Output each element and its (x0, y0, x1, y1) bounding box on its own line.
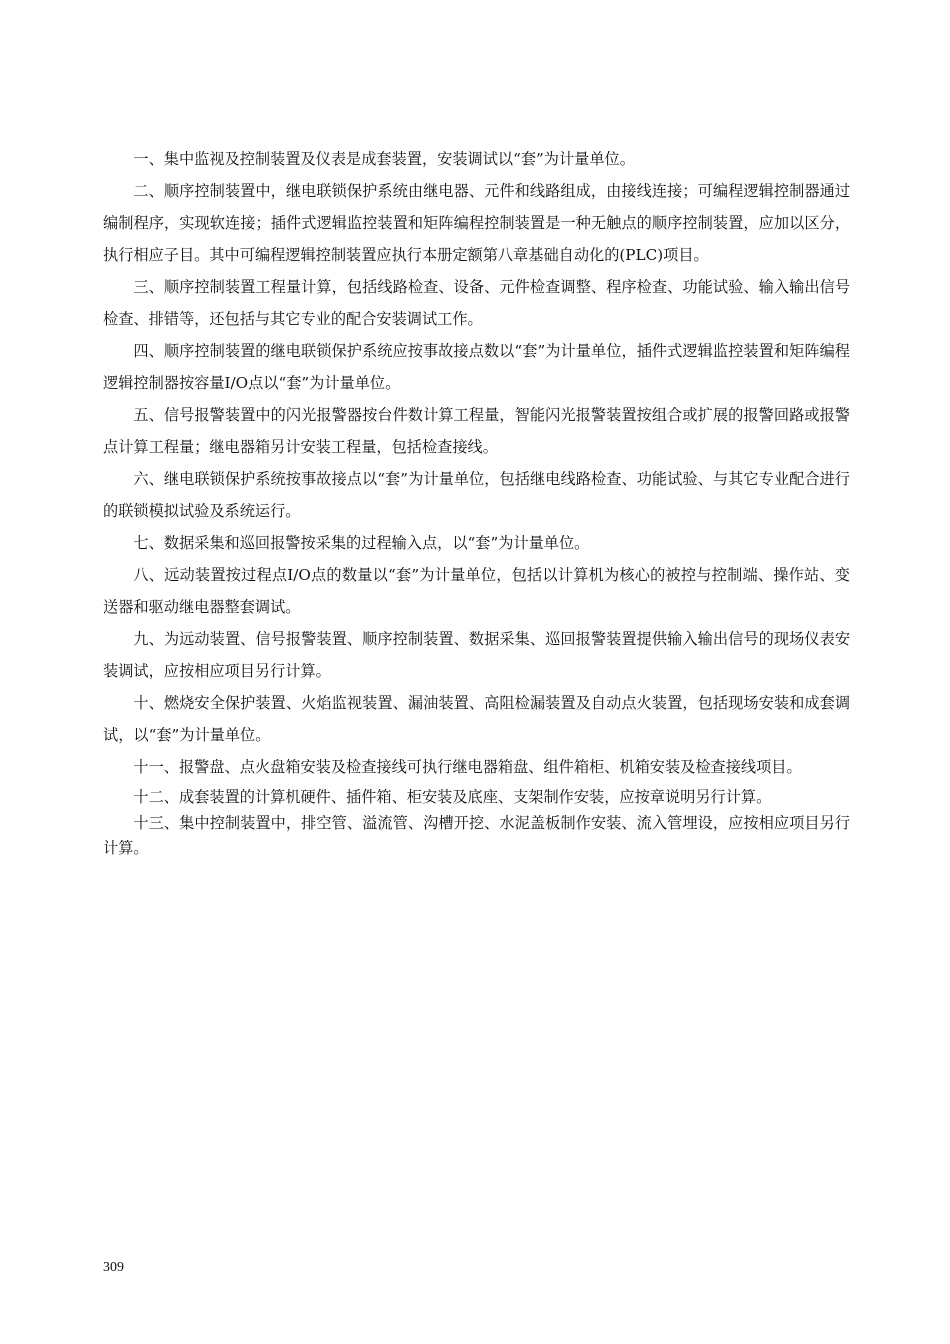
paragraph-3: 三、顺序控制装置工程量计算，包括线路检查、设备、元件检查调整、程序检查、功能试验、输入输出信号检查、排错等，还包括与其它专业的配合安装调试工作。 (103, 278, 850, 328)
paragraph-4: 四、顺序控制装置的继电联锁保护系统应按事故接点数以“套”为计量单位，插件式逻辑监控装置和矩阵编程逻辑控制器按容量I/O点以“套”为计量单位。 (103, 342, 850, 392)
paragraph-11: 十一、报警盘、点火盘箱安装及检查接线可执行继电器箱盘、组件箱柜、机箱安装及检查接线项目。 (133, 758, 802, 776)
paragraph-9: 九、为远动装置、信号报警装置、顺序控制装置、数据采集、巡回报警装置提供输入输出信号的现场仪表安装调试，应按相应项目另行计算。 (103, 630, 850, 680)
paragraph-12: 十二、成套装置的计算机硬件、插件箱、柜安装及底座、支架制作安装，应按章说明另行计算。 (133, 788, 772, 806)
paragraph-8: 八、远动装置按过程点I/O点的数量以“套”为计量单位，包括以计算机为核心的被控与控制端、操作站、变送器和驱动继电器整套调试。 (103, 566, 850, 616)
paragraph-10: 十、燃烧安全保护装置、火焰监视装置、漏油装置、高阻检漏装置及自动点火装置，包括现场安装和成套调试，以“套”为计量单位。 (103, 694, 850, 744)
paragraph-13: 十三、集中控制装置中，排空管、溢流管、沟槽开挖、水泥盖板制作安装、流入管埋设，应按相应项目另行计算。 (103, 814, 850, 857)
paragraph-5: 五、信号报警装置中的闪光报警器按台件数计算工程量，智能闪光报警装置按组合或扩展的报警回路或报警点计算工程量；继电器箱另计安装工程量，包括检查接线。 (103, 406, 850, 456)
paragraph-6: 六、继电联锁保护系统按事故接点以“套”为计量单位，包括继电线路检查、功能试验、与其它专业配合进行的联锁模拟试验及系统运行。 (103, 470, 850, 520)
paragraph-7: 七、数据采集和巡回报警按采集的过程输入点，以“套”为计量单位。 (133, 534, 590, 552)
paragraph-1: 一、集中监视及控制装置及仪表是成套装置，安装调试以“套”为计量单位。 (133, 150, 635, 168)
paragraph-2: 二、顺序控制装置中，继电联锁保护系统由继电器、元件和线路组成，由接线连接；可编程逻辑控制器通过编制程序，实现软连接；插件式逻辑监控装置和矩阵编程控制装置是一种无触点的顺序控制装置，应加以区分，执行相应子目。其中可编程逻辑控制装置应执行本册定额第八章基础自动化的(PLC)项目。 (103, 182, 850, 264)
page-number: 309 (103, 1260, 124, 1275)
document-body (103, 143, 850, 861)
